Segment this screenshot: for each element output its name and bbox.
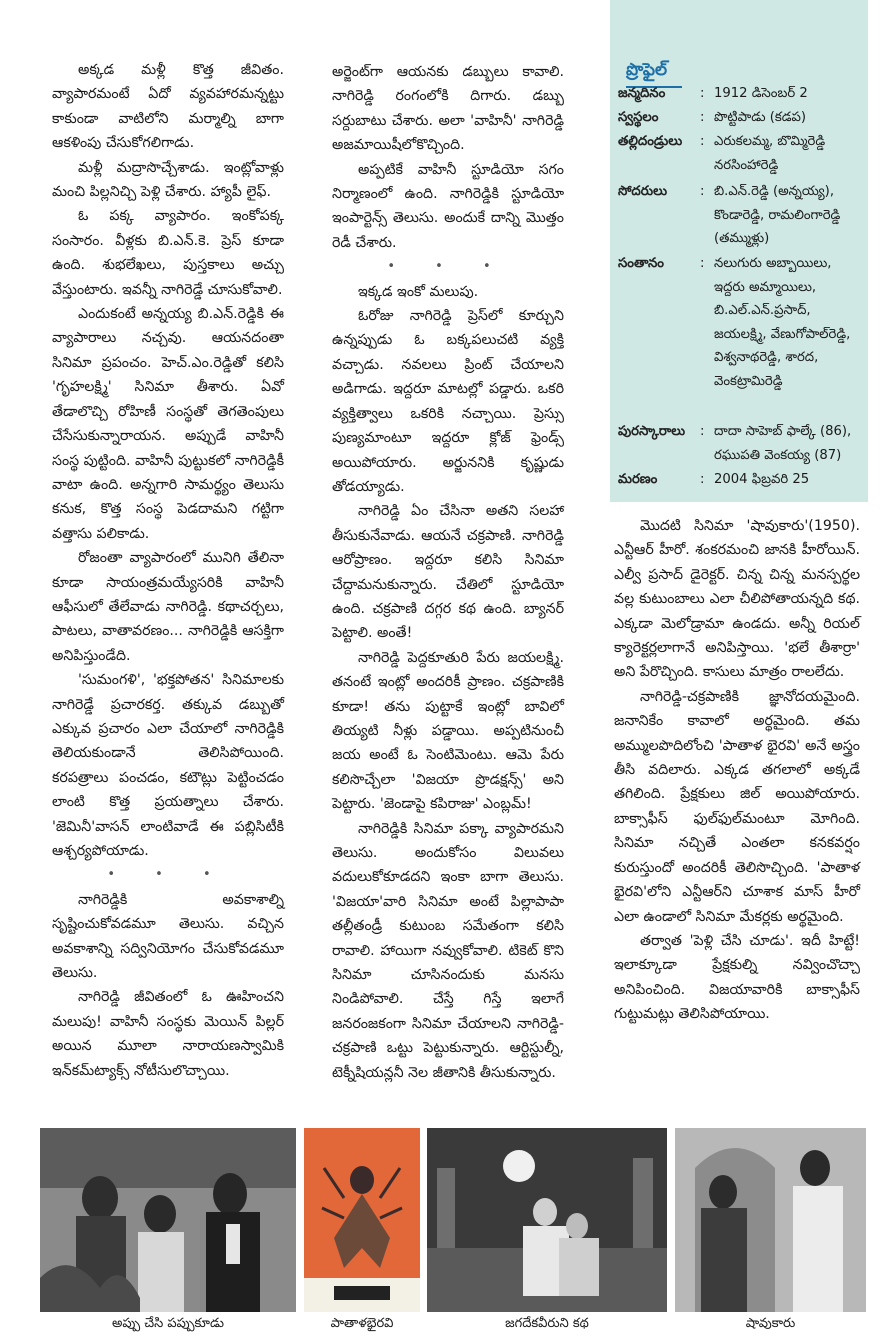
profile-key: తల్లిదండ్రులు bbox=[618, 134, 683, 149]
paragraph: నాగిరెడ్డి పెద్దకూతురి పేరు జయలక్ష్మి. తనంటే ఇంట్లో అందరికీ ప్రాణం. చక్రపాణికి కూడా! తను పుట్టాకే ఇంట్లో బావిలో తియ్యటి నీళ్లు పడ్డాయి. అప్పటినుంచీ జయ అంటే ఓ సెంటిమెంటు. ఆమె పేరు కలిసొచ్చేలా 'విజయా ప్రొడక్షన్స్' అని పెట్టారు. 'జెండాపై కపిరాజు' ఎంబ్లమ్! bbox=[332, 649, 564, 813]
article-column-3 bbox=[614, 514, 860, 1027]
paragraph: ఓ పక్క వ్యాపారం. ఇంకోపక్క సంసారం. వీళ్లకు బి.ఎన్.కె. ప్రెస్ కూడా ఉంది. శుభలేఖలు, పుస్తకాలు అచ్చు వేస్తుంటారు. ఇవన్నీ నాగిరెడ్డే చూసుకోవాలి. bbox=[52, 208, 284, 298]
paragraph: 'సుమంగళి', 'భక్తపోతన' సినిమాలకు నాగిరెడ్డే ప్రచారకర్త. తక్కువ డబ్బుతో ఎక్కువ ప్రచారం ఎలా చేయాలో నాగిరెడ్డికి తెలియకుండానే తెలిసిపోయింది. కరపత్రాలు పంచడం, కటౌట్లు పెట్టించడం లాంటి కొత్త ప్రయత్నాలు చేశారు. 'జెమినీ'వాసన్ లాంటివాడే ఈ పబ్లిసిటీకి ఆశ్చర్యపోయాడు. bbox=[52, 672, 284, 859]
photo-caption: అప్పు చేసి పప్పుకూడు bbox=[111, 1316, 225, 1331]
profile-colon: : bbox=[700, 472, 705, 487]
profile-value: ఎరుకలమ్మ, బొమ్మిరెడ్డి నరసింహారెడ్డి bbox=[714, 134, 826, 173]
profile-value: దాదా సాహెబ్ ఫాల్కే (86), రఘుపతి వెంకయ్య (87) bbox=[714, 424, 852, 463]
poster-image bbox=[304, 1128, 420, 1312]
paragraph: నాగిరెడ్డి-చక్రపాణికి జ్ఞానోదయమైంది. జనానికేం కావాలో అర్థమైంది. తమ అమ్ములపొదిలోంచి 'పాతాళ భైరవి' అనే అస్త్రం తీసి వదిలారు. ఎక్కడ తగలాలో అక్కడే తగిలింది. ప్రేక్షకులు జిల్ అయిపోయారు. బాక్సాఫీస్ ఫుల్‌ఫుల్‌మంటూ మోగింది. సినిమా నచ్చితే ఎంతలా కనకవర్షం కురుస్తుందో అందరికీ తెలిసొచ్చింది. 'పాతాళ భైరవి'లోని ఎన్టీఆర్‌ని చూశాక మాస్ హీరో ఎలా ఉండాలో సినిమా మేకర్లకు అర్థమైంది. bbox=[614, 688, 860, 925]
paragraph: తర్వాత 'పెళ్లి చేసి చూడు'. ఇదీ హిట్టే! ఇలాక్కూడా ప్రేక్షకుల్ని నవ్వించొచ్చా అనిపించింది. విజయావారికి బాక్సాఫీస్ గుట్టుమట్లు తెలిసిపోయాయి. bbox=[614, 932, 860, 1023]
movie-still-jagadeka-veeruni-katha bbox=[427, 1128, 667, 1312]
paragraph: రోజంతా వ్యాపారంలో మునిగి తేలినా కూడా సాయంత్రమయ్యేసరికి వాహినీ ఆఫీసులో తేలేవాడు నాగిరెడ్డి. కథాచర్చలు, పాటలు, వాతావరణం... నాగిరెడ్డికి ఆసక్తిగా అనిపిస్తుండేది. bbox=[52, 550, 284, 664]
profile-key: సంతానం bbox=[618, 256, 664, 271]
profile-key: పురస్కారాలు bbox=[618, 424, 686, 439]
profile-value: 2004 ఫిబ్రవరి 25 bbox=[714, 472, 810, 487]
poster-pathala-bhairavi bbox=[304, 1128, 420, 1312]
paragraph: ఇక్కడ ఇంకో మలుపు. bbox=[358, 283, 479, 300]
photo-caption: పాతాళభైరవి bbox=[330, 1316, 394, 1331]
movie-still-appu-chesi-pappu-koodu bbox=[40, 1128, 296, 1312]
section-separator: • • • bbox=[387, 259, 509, 275]
profile-key: స్వస్థలం bbox=[618, 110, 659, 125]
paragraph: నాగిరెడ్డి జీవితంలో ఓ ఊహించని మలుపు! వాహినీ సంస్థకు మెయిన్ పిల్లర్ అయిన మూలా నారాయణస్వామికి ఇన్‌కమ్‌ట్యాక్స్ నోటీసులొచ్చాయి. bbox=[52, 989, 284, 1079]
profile-value: బి.ఎన్.రెడ్డి (అన్నయ్య), కొండారెడ్డి, రామలింగారెడ్డి (తమ్ముళ్లు) bbox=[714, 184, 841, 246]
profile-colon: : bbox=[700, 184, 705, 199]
paragraph: నాగిరెడ్డికి సినిమా పక్కా వ్యాపారమని తెలుసు. అందుకోసం విలువలు వదులుకోకూడదని ఇంకా బాగా తెలుసు. 'విజయా'వారి సినిమా అంటే పిల్లాపాపా తల్లీతండ్రీ కుటుంబ సమేతంగా కలిసి రావాలి. హాయిగా నవ్వుకోవాలి. టికెట్ కొని సినిమా చూసినందుకు మనసు నిండిపోవాలి. చేస్తే గిస్తే ఇలాగే జనరంజకంగా సినిమా చేయాలని నాగిరెడ్డి-చక్రపాణి ఒట్టు పెట్టుకున్నారు. ఆర్టిస్టుల్నీ, టెక్నీషియన్లనీ నెల జీతానికి తీసుకున్నారు. bbox=[332, 820, 564, 1081]
paragraph: ఎందుకంటే అన్నయ్య బి.ఎన్.రెడ్డికి ఈ వ్యాపారాలు నచ్చవు. ఆయనదంతా సినిమా ప్రపంచం. హెచ్.ఎం.రెడ్డితో కలిసి 'గృహలక్ష్మి' సినిమా తీశారు. ఏవో తేడాలొచ్చి రోహిణీ సంస్థతో తెగతెంపులు చేసేసుకున్నారాయన. అప్పుడే వాహినీ సంస్థ పుట్టింది. వాహినీ పుట్టుకలో నాగిరెడ్డికీ వాటా ఉంది. అన్నగారి సామర్థ్యం తెలుసు కనుక, కొత్త సంస్థ పెడదామని గట్టిగా వత్తాసు పలికాడు. bbox=[52, 306, 284, 542]
article-column-1 bbox=[52, 58, 284, 1083]
profile-key: మరణం bbox=[618, 472, 658, 487]
article-column-2 bbox=[332, 60, 564, 1085]
profile-value: నలుగురు అబ్బాయిలు, ఇద్దరు అమ్మాయిలు, బి.ఎల్.ఎన్.ప్రసాద్, జయలక్ష్మి, వేణుగోపాల్‌రెడ్డి, విశ్వనాథరెడ్డి, శారద, వెంకట్రామిరెడ్డి bbox=[714, 256, 851, 389]
photo-caption: షావుకారు bbox=[745, 1316, 796, 1331]
profile-colon: : bbox=[700, 134, 705, 149]
movie-still-image bbox=[427, 1128, 667, 1312]
profile-key: సోదరులు bbox=[618, 184, 668, 199]
photo-caption: జగదేకవీరుని కథ bbox=[505, 1316, 589, 1331]
profile-colon: : bbox=[700, 110, 705, 125]
profile-key: జన్మదినం bbox=[618, 86, 666, 101]
profile-colon: : bbox=[700, 256, 705, 271]
paragraph: నాగిరెడ్డికి అవకాశాల్ని సృష్టించుకోవడమూ తెలుసు. వచ్చిన అవకాశాన్ని సద్వినియోగం చేసుకోవడమూ తెలుసు. bbox=[52, 891, 284, 982]
profile-title: ప్రొఫైల్ bbox=[626, 60, 682, 88]
paragraph: అక్కడ మళ్లీ కొత్త జీవితం. వ్యాపారమంటే ఏదో వ్యవహారమన్నట్టు కాకుండా వాటిలోని మర్మాల్ని బాగా ఆకళింపు చేసుకోగలిగాడు. bbox=[52, 62, 284, 152]
paragraph: నాగిరెడ్డి ఏం చేసినా అతని సలహా తీసుకునేవాడు. ఆయనే చక్రపాణి. నాగిరెడ్డి ఆరోప్రాణం. ఇద్దరూ కలిసి సినిమా చేద్దామనుకున్నారు. చేతిలో స్టూడియో ఉంది. చక్రపాణి దగ్గర కథ ఉంది. బ్యానర్ పెట్టాలి. అంతే! bbox=[332, 503, 564, 642]
section-separator: • • • bbox=[107, 867, 229, 883]
paragraph: అర్జెంట్‌గా ఆయనకు డబ్బులు కావాలి. నాగిరెడ్డి రంగంలోకి దిగారు. డబ్బు సర్దుబాటు చేశారు. అలా 'వాహినీ' నాగిరెడ్డి అజమాయిషీలోకొచ్చింది. bbox=[332, 64, 564, 154]
profile-box bbox=[610, 0, 868, 502]
profile-value: 1912 డిసెంబర్ 2 bbox=[714, 86, 808, 101]
paragraph: మళ్లీ మద్రాసొచ్చేశాడు. ఇంట్లోవాళ్లు మంచి పిల్లనిచ్చి పెళ్లి చేశారు. హ్యాపీ లైఫ్. bbox=[52, 159, 284, 201]
movie-still-image bbox=[675, 1128, 866, 1312]
movie-still-shavukaru bbox=[675, 1128, 866, 1312]
movie-still-image bbox=[40, 1128, 296, 1312]
paragraph: మొదటి సినిమా 'షావుకారు'(1950). ఎన్టీఆర్ హీరో. శంకరమంచి జానకి హీరోయిన్. ఎల్వీ ప్రసాద్ డైరెక్టర్. చిన్న చిన్న మనస్పర్థల వల్ల కుటుంబాలు ఎలా చీలిపోతాయన్నది కథ. ఎక్కడా మెలోడ్రామా ఉండదు. అన్నీ రియల్ క్యారెక్టర్లలాగానే అనిపిస్తాయి. 'భలే తీశార్రా' అని పేరొచ్చింది. కాసులు మాత్రం రాలలేదు. bbox=[614, 518, 860, 681]
profile-value: పొట్టిపాడు (కడప) bbox=[714, 110, 807, 125]
profile-colon: : bbox=[700, 424, 705, 439]
paragraph: ఓరోజు నాగిరెడ్డి ప్రెస్‌లో కూర్చుని ఉన్నప్పుడు ఓ బక్కపలుచటి వ్యక్తి వచ్చాడు. నవలలు ప్రింట్ చేయాలని అడిగాడు. ఇద్దరూ మాటల్లో పడ్డారు. ఒకరి వ్యక్తిత్వాలు ఒకరికి నచ్చాయి. ప్రెస్సు పుణ్యమాంటూ ఇద్దరూ క్లోజ్ ఫ్రెండ్స్ అయిపోయారు. అర్జుననికి కృష్ణుడు తోడయ్యాడు. bbox=[332, 308, 564, 495]
paragraph: అప్పటికే వాహినీ స్టూడియో సగం నిర్మాణంలో ఉంది. నాగిరెడ్డికి స్టూడియో ఇంపార్టెన్స్ తెలుసు. అందుకే దాన్ని మొత్తం రెడీ చేశారు. bbox=[332, 161, 564, 251]
profile-colon: : bbox=[700, 86, 705, 101]
